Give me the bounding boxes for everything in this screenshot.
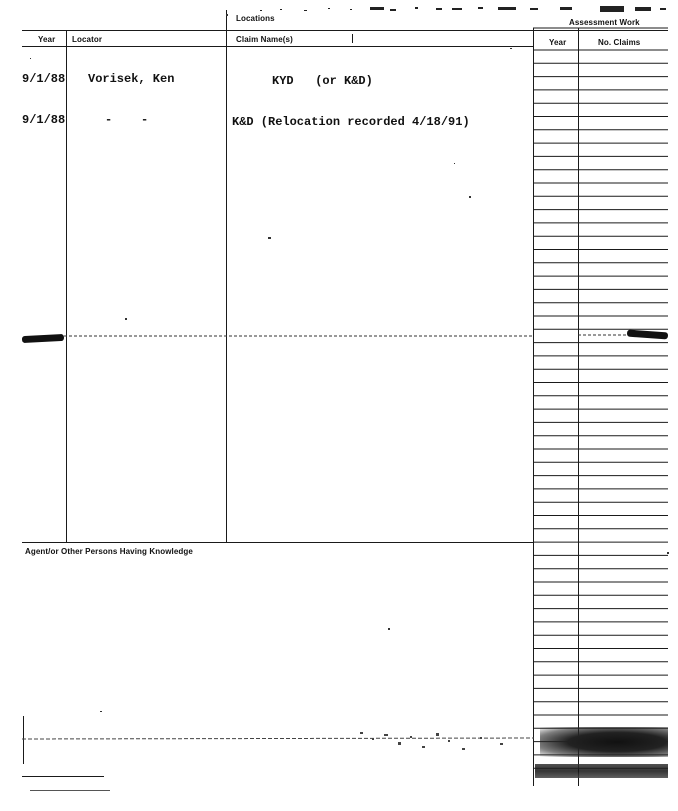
claim-names-column-header: Claim Name(s) (236, 35, 293, 44)
no-claims-column-header: No. Claims (598, 38, 641, 47)
agent-section-top-rule (22, 542, 534, 543)
entry-1-year: 9/1/88 (22, 72, 66, 86)
entry-1-locator: Vorisek, Ken (88, 72, 175, 86)
bottom-rule-2 (30, 790, 110, 791)
agent-section-label: Agent/or Other Persons Having Knowledge (25, 547, 193, 556)
locations-header: Locations (236, 14, 275, 23)
assessment-work-header: Assessment Work (569, 18, 640, 27)
assessment-year-column-header: Year (549, 38, 567, 47)
locator-column-header: Locator (72, 35, 103, 44)
entry-2-year: 9/1/88 (22, 113, 66, 127)
bottom-noise-block (350, 728, 530, 758)
entry-2-locator: - - (105, 113, 149, 127)
entry-2-claim: K&D (Relocation recorded 4/18/91) (232, 115, 470, 129)
entry-1-claim: KYD (or K&D) (272, 74, 373, 88)
year-column-header: Year (38, 35, 56, 44)
bottom-rule (22, 776, 104, 777)
bottom-right-ink-block (540, 727, 668, 757)
bottom-right-ink-strip (535, 764, 668, 778)
